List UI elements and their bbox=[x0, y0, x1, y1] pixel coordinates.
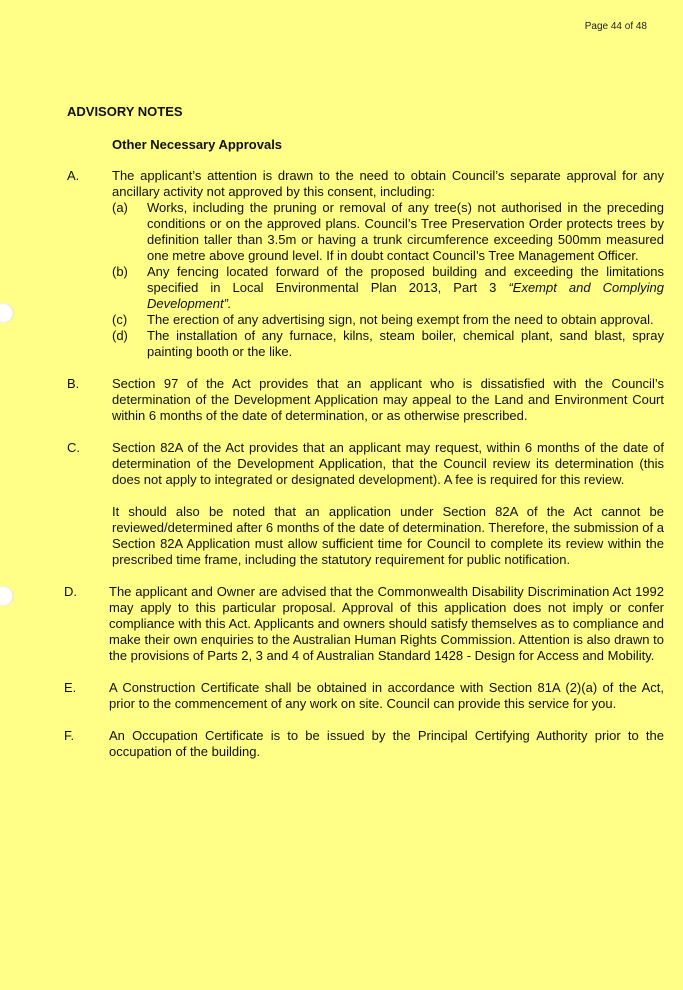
note-paragraph: It should also be noted that an application under Section 82A of the Act cannot be reviewed/determined after 6 months of the date of determination. Therefore, the submission of a Section 82A Application must allow sufficient time for Council to complete its review within the prescribed time frame, including the statutory requirement for public notification. bbox=[112, 504, 664, 567]
subitem-text: Any fencing located forward of the proposed building and exceeding the limitations specified in Local Environmental Plan 2013, Part 3 bbox=[147, 264, 664, 295]
subitem-list bbox=[112, 200, 664, 360]
note-body bbox=[112, 376, 664, 424]
note-paragraph: An Occupation Certificate is to be issued by the Principal Certifying Authority prior to the occupation of the building. bbox=[109, 728, 664, 759]
section-subheading: Other Necessary Approvals bbox=[112, 137, 283, 152]
section-heading: ADVISORY NOTES bbox=[67, 104, 183, 119]
note-paragraph: Section 97 of the Act provides that an applicant who is dissatisfied with the Council’s determination of the Development Application may appeal to the Land and Environment Court within 6 months of the date of determination, or as otherwise prescribed. bbox=[112, 376, 664, 423]
note-paragraph: The applicant and Owner are advised that the Commonwealth Disability Discrimination Act 1992 may apply to this particular proposal. Approval of this application does not imply or confer compliance with this Act. Applicants and owners should satisfy themselves as to compliance and make their own enquiries to the Australian Human Rights Commission. Attention is also drawn to the provisions of Parts 2, 3 and 4 of Australian Standard 1428 - Design for Access and Mobility. bbox=[109, 584, 664, 663]
page-number: Page 44 of 48 bbox=[584, 21, 647, 32]
advisory-note-f bbox=[0, 728, 683, 760]
note-letter: C. bbox=[67, 440, 80, 455]
subitem-c bbox=[112, 312, 664, 328]
note-letter: F. bbox=[64, 728, 75, 743]
advisory-note-a bbox=[0, 168, 683, 360]
subitem-label: (a) bbox=[112, 200, 128, 215]
note-body bbox=[109, 728, 664, 760]
subitem-text: Works, including the pruning or removal of any tree(s) not authorised in the preceding conditions or on the approved plans. Council’s Tree Preservation Order protects trees by definition taller than 3.5m or having a trunk circumference exceeding 500mm measured one metre above ground level. If in doubt contact Council’s Tree Management Officer. bbox=[147, 200, 664, 263]
advisory-note-b bbox=[0, 376, 683, 424]
note-letter: A. bbox=[67, 168, 80, 183]
subitem-d bbox=[112, 328, 664, 360]
advisory-notes-list bbox=[0, 168, 683, 776]
note-body bbox=[112, 440, 664, 568]
note-letter: D. bbox=[64, 584, 77, 599]
subitem-label: (d) bbox=[112, 328, 128, 343]
note-letter: B. bbox=[67, 376, 80, 391]
subitem-text: The erection of any advertising sign, not being exempt from the need to obtain approval. bbox=[147, 312, 654, 327]
note-letter: E. bbox=[64, 680, 77, 695]
subitem-italic-reference: “Exempt and Complying Development”. bbox=[147, 280, 664, 311]
subitem-label: (c) bbox=[112, 312, 128, 327]
note-body bbox=[112, 168, 664, 360]
advisory-note-d bbox=[0, 584, 683, 664]
note-paragraph: A Construction Certificate shall be obtained in accordance with Section 81A (2)(a) of the Act, prior to the commencement of any work on site. Council can provide this service for you. bbox=[109, 680, 664, 711]
note-intro: The applicant’s attention is drawn to the need to obtain Council’s separate approval for any ancillary activity not approved by this consent, including: bbox=[112, 168, 664, 199]
subitem-a bbox=[112, 200, 664, 264]
advisory-note-c bbox=[0, 440, 683, 568]
note-body bbox=[109, 680, 664, 712]
note-paragraph: Section 82A of the Act provides that an applicant may request, within 6 months of the date of determination of the Development Application, that the Council review its determination (this does not apply to integrated or designated development). A fee is required for this review. bbox=[112, 440, 664, 487]
note-body bbox=[109, 584, 664, 664]
subitem-label: (b) bbox=[112, 264, 128, 279]
advisory-note-e bbox=[0, 680, 683, 712]
subitem-text: The installation of any furnace, kilns, steam boiler, chemical plant, sand blast, spray painting booth or the like. bbox=[147, 328, 664, 359]
subitem-b bbox=[112, 264, 664, 312]
